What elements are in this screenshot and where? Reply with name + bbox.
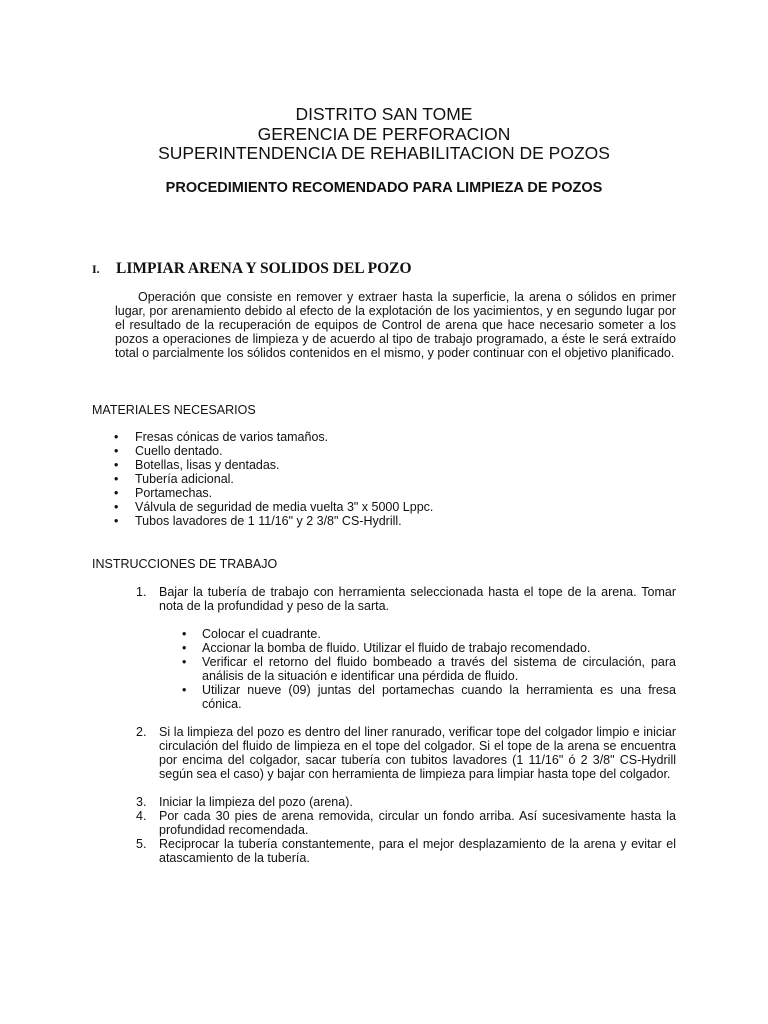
- step-number: 2.: [136, 725, 147, 739]
- step-text: Iniciar la limpieza del pozo (arena).: [159, 795, 353, 809]
- materials-list: [92, 430, 433, 528]
- list-item: [136, 795, 676, 809]
- header-management: GERENCIA DE PERFORACION: [257, 124, 511, 144]
- step-number: 1.: [136, 585, 147, 599]
- step-text: Si la limpieza del pozo es dentro del liner ranurado, verificar tope del colgador limpio e iniciar circulación del fluido de limpieza en el tope del colgador. Si el tope de la arena se encuentra por encima del colgador, sacar tubería con tubitos lavadores (1 11/16" ó 2 3/8" CS-Hydrill según sea el caso) y bajar con herramienta de limpieza para limpiar hasta tope del colgador.: [159, 725, 676, 781]
- document-title: PROCEDIMIENTO RECOMENDADO PARA LIMPIEZA DE POZOS: [165, 180, 603, 196]
- list-item: [136, 585, 676, 613]
- step-number: 5.: [136, 837, 147, 851]
- header-superintendence: SUPERINTENDENCIA DE REHABILITACION DE POZOS: [158, 143, 610, 163]
- list-item: • Cuello dentado.: [92, 444, 433, 458]
- step1-sub-list: [180, 627, 676, 711]
- list-item: • Botellas, lisas y dentadas.: [92, 458, 433, 472]
- list-item: • Colocar el cuadrante.: [180, 627, 676, 641]
- step-text: Bajar la tubería de trabajo con herramienta seleccionada hasta el tope de la arena. Tomar nota de la profundidad y peso de la sarta.: [159, 585, 676, 613]
- list-item: • Fresas cónicas de varios tamaños.: [92, 430, 433, 444]
- section-paragraph: Operación que consiste en remover y extraer hasta la superficie, la arena o sólidos en primer lugar, por arenamiento debido al efecto de la explotación de los yacimientos, y en segundo lugar por el resultado de la recuperación de equipos de Control de arena que hace necesario someter a los pozos a operaciones de limpieza y de acuerdo al tipo de trabajo programado, a éste le será extraído total o parcialmente los sólidos contenidos en el mismo, y poder continuar con el objetivo planificado.: [115, 290, 676, 360]
- materials-heading: MATERIALES NECESARIOS: [92, 403, 256, 417]
- list-item: • Utilizar nueve (09) juntas del portamechas cuando la herramienta es una fresa cónica.: [180, 683, 676, 711]
- step-text: Reciprocar la tubería constantemente, para el mejor desplazamiento de la arena y evitar el atascamiento de la tubería.: [159, 837, 676, 865]
- list-item: [136, 725, 676, 781]
- list-item: • Tubería adicional.: [92, 472, 433, 486]
- section-number: I.: [92, 262, 100, 276]
- list-item: • Tubos lavadores de 1 11/16" y 2 3/8" CS-Hydrill.: [92, 514, 433, 528]
- section-heading: [92, 260, 412, 278]
- list-item: • Verificar el retorno del fluido bombeado a través del sistema de circulación, para análisis de la situación e identificar una pérdida de fluido.: [180, 655, 676, 683]
- list-item: [136, 837, 676, 865]
- list-item: • Accionar la bomba de fluido. Utilizar el fluido de trabajo recomendado.: [180, 641, 676, 655]
- header-district: DISTRITO SAN TOME: [295, 104, 473, 124]
- list-item: • Válvula de seguridad de media vuelta 3" x 5000 Lppc.: [92, 500, 433, 514]
- list-item: [136, 809, 676, 837]
- step-number: 3.: [136, 795, 147, 809]
- instructions-heading: INSTRUCCIONES DE TRABAJO: [92, 557, 278, 571]
- step-text: Por cada 30 pies de arena removida, circular un fondo arriba. Así sucesivamente hasta la profundidad recomendada.: [159, 809, 676, 837]
- list-item: • Portamechas.: [92, 486, 433, 500]
- section-title: LIMPIAR ARENA Y SOLIDOS DEL POZO: [116, 260, 412, 277]
- step-number: 4.: [136, 809, 147, 823]
